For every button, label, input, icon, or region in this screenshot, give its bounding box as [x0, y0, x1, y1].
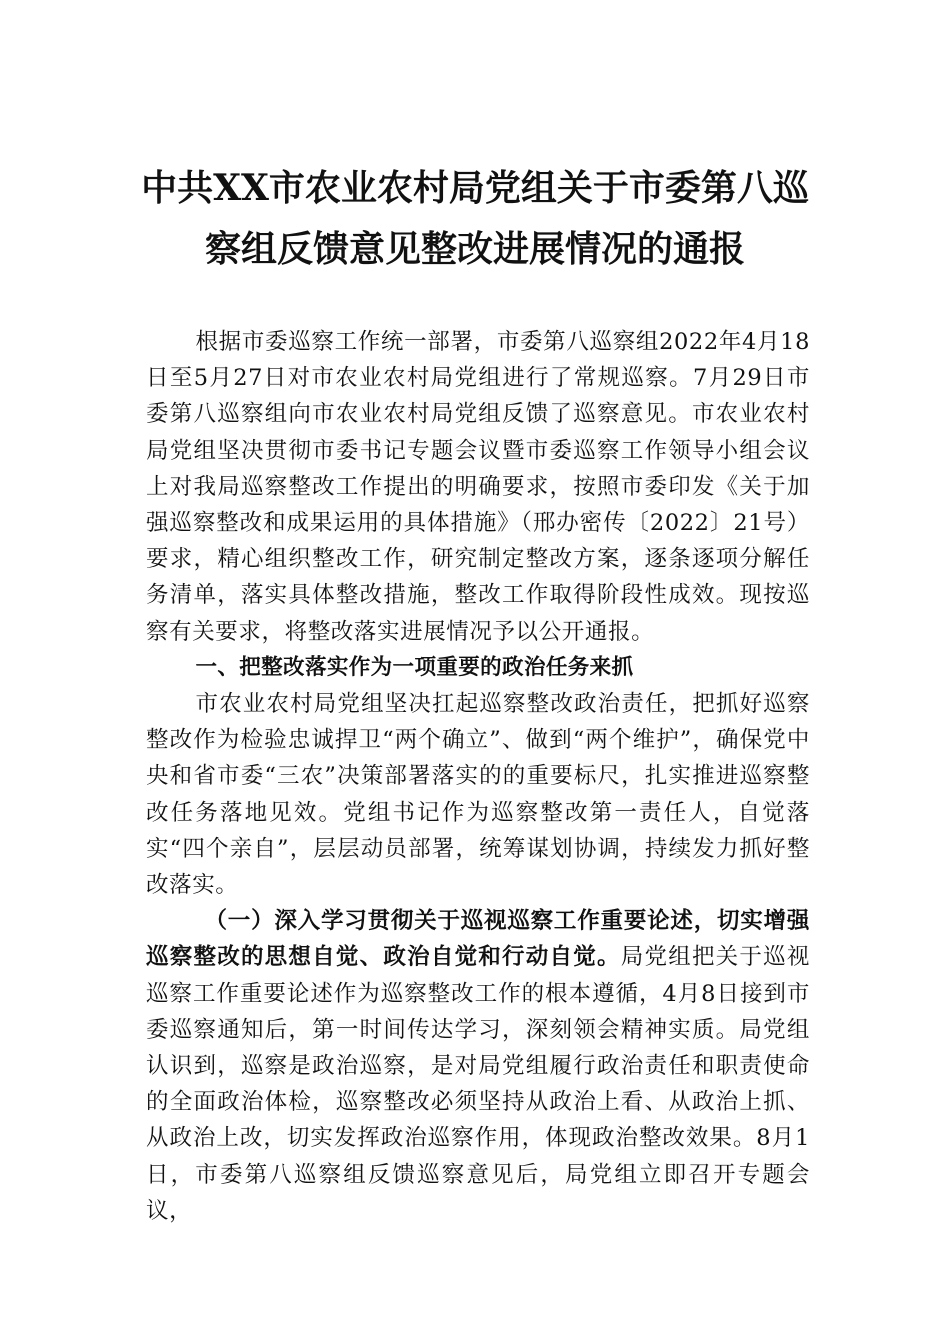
document-title	[140, 158, 810, 280]
section-1-paragraph: 市农业农村局党组坚决扛起巡察整改政治责任，把抓好巡察整改作为检验忠诚捍卫“两个确立”、做到“两个维护”，确保党中央和省市委“三农”决策部署落实的的重要标尺，扎实推进巡察整改任务落地见效。党组书记作为巡察整改第一责任人，自觉落实“四个亲自”，层层动员部署，统筹谋划协调，持续发力抓好整改落实。	[146, 691, 810, 899]
subsection-1-paragraph	[146, 903, 810, 1229]
title-line-1: 中共XX市农业农村局党组关于市委第八巡	[141, 167, 809, 209]
title-line-2: 察组反馈意见整改进展情况的通报	[204, 228, 745, 270]
section-1-heading: 一、把整改落实作为一项重要的政治任务来抓	[195, 654, 634, 680]
document-body	[146, 324, 810, 1229]
intro-paragraph: 根据市委巡察工作统一部署，市委第八巡察组2022年4月18日至5月27日对市农业农村局党组进行了常规巡察。7月29日市委第八巡察组向市农业农村局党组反馈了巡察意见。市农业农村局党组坚决贯彻市委书记专题会议暨市委巡察工作领导小组会议上对我局巡察整改工作提出的明确要求，按照市委印发《关于加强巡察整改和成果运用的具体措施》（邢办密传〔2022〕21号）要求，精心组织整改工作，研究制定整改方案，逐条逐项分解任务清单，落实具体整改措施，整改工作取得阶段性成效。现按巡察有关要求，将整改落实进展情况予以公开通报。	[146, 329, 810, 645]
subsection-1-lead: （一）深入学习贯彻关于巡视巡察工作重要论述，切实增强巡察整改的思想自觉、政治自觉和行动自觉。	[146, 908, 810, 971]
subsection-1-text: 局党组把关于巡视巡察工作重要论述作为巡察整改工作的根本遵循，4月8日接到市委巡察通知后，第一时间传达学习，深刻领会精神实质。局党组认识到，巡察是政治巡察，是对局党组履行政治责任和职责使命的全面政治体检，巡察整改必须坚持从政治上看、从政治上抓、从政治上改，切实发挥政治巡察作用，体现政治整改效果。8月1日，市委第八巡察组反馈巡察意见后，局党组立即召开专题会议，	[146, 944, 810, 1224]
